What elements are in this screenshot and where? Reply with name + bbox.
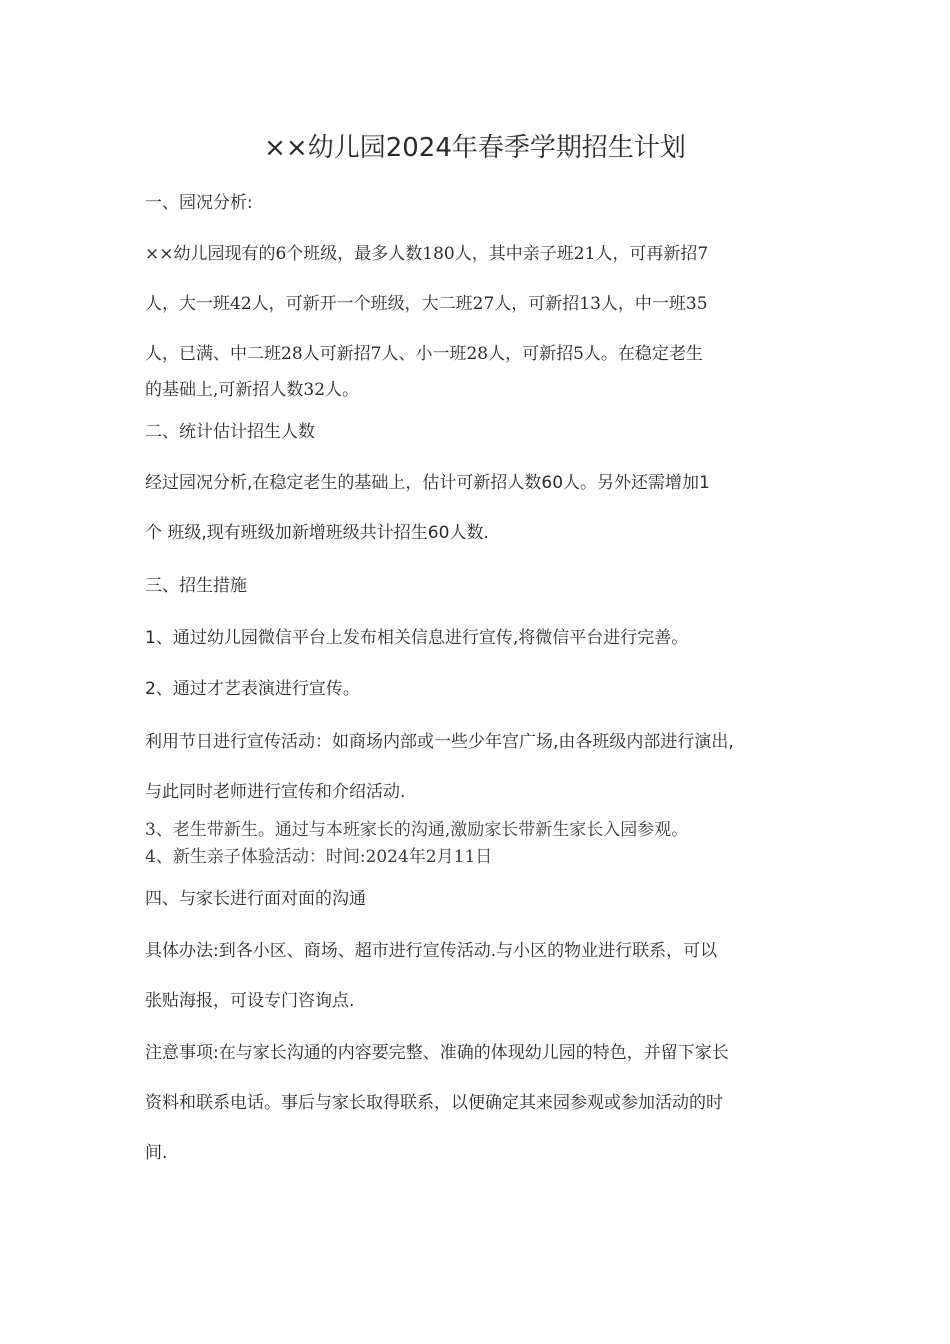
paragraph-line: 具体办法:到各小区、商场、超市进行宣传活动.与小区的物业进行联系，可以 — [145, 941, 718, 961]
list-item-3: 3、老生带新生。通过与本班家长的沟通,激励家长带新生家长入园参观。 — [145, 820, 689, 840]
section-heading-parent-communication: 四、与家长进行面对面的沟通 — [145, 889, 366, 909]
list-item-1: 1、通过幼儿园微信平台上发布相关信息进行宣传,将微信平台进行完善。 — [145, 628, 689, 648]
section-heading-campus-analysis: 一、园况分析: — [145, 193, 253, 213]
list-item-4: 4、新生亲子体验活动：时间:2024年2月11日 — [145, 847, 493, 867]
section-heading-enrollment-estimate: 二、统计估计招生人数 — [145, 422, 315, 442]
paragraph-line: ××幼儿园现有的6个班级，最多人数180人，其中亲子班21人，可再新招7 — [145, 244, 709, 264]
paragraph-line: 资料和联系电话。事后与家长取得联系，以便确定其来园参观或参加活动的时 — [145, 1093, 723, 1113]
paragraph-line: 个 班级,现有班级加新增班级共计招生60人数. — [145, 523, 489, 543]
paragraph-line: 张贴海报，可设专门咨询点. — [145, 991, 355, 1011]
paragraph-line: 人，已满、中二班28人可新招7人、小一班28人，可新招5人。在稳定老生 — [145, 344, 703, 364]
paragraph-line: 利用节日进行宣传活动：如商场内部或一些少年宫广场,由各班级内部进行演出, — [145, 732, 734, 752]
paragraph-line: 间. — [145, 1143, 168, 1163]
section-heading-enrollment-measures: 三、招生措施 — [145, 576, 247, 596]
paragraph-line: 经过园况分析,在稳定老生的基础上，估计可新招人数60人。另外还需增加1 — [145, 473, 710, 493]
paragraph-line: 注意事项:在与家长沟通的内容要完整、准确的体现幼儿园的特色，并留下家长 — [145, 1043, 729, 1063]
paragraph-line: 与此同时老师进行宣传和介绍活动. — [145, 782, 406, 802]
list-item-2: 2、通过才艺表演进行宣传。 — [145, 679, 360, 699]
paragraph-line: 的基础上,可新招人数32人。 — [145, 380, 360, 400]
document-title: ××幼儿园2024年春季学期招生计划 — [264, 133, 686, 163]
paragraph-line: 人，大一班42人，可新开一个班级，大二班27人，可新招13人，中一班35 — [145, 294, 708, 314]
